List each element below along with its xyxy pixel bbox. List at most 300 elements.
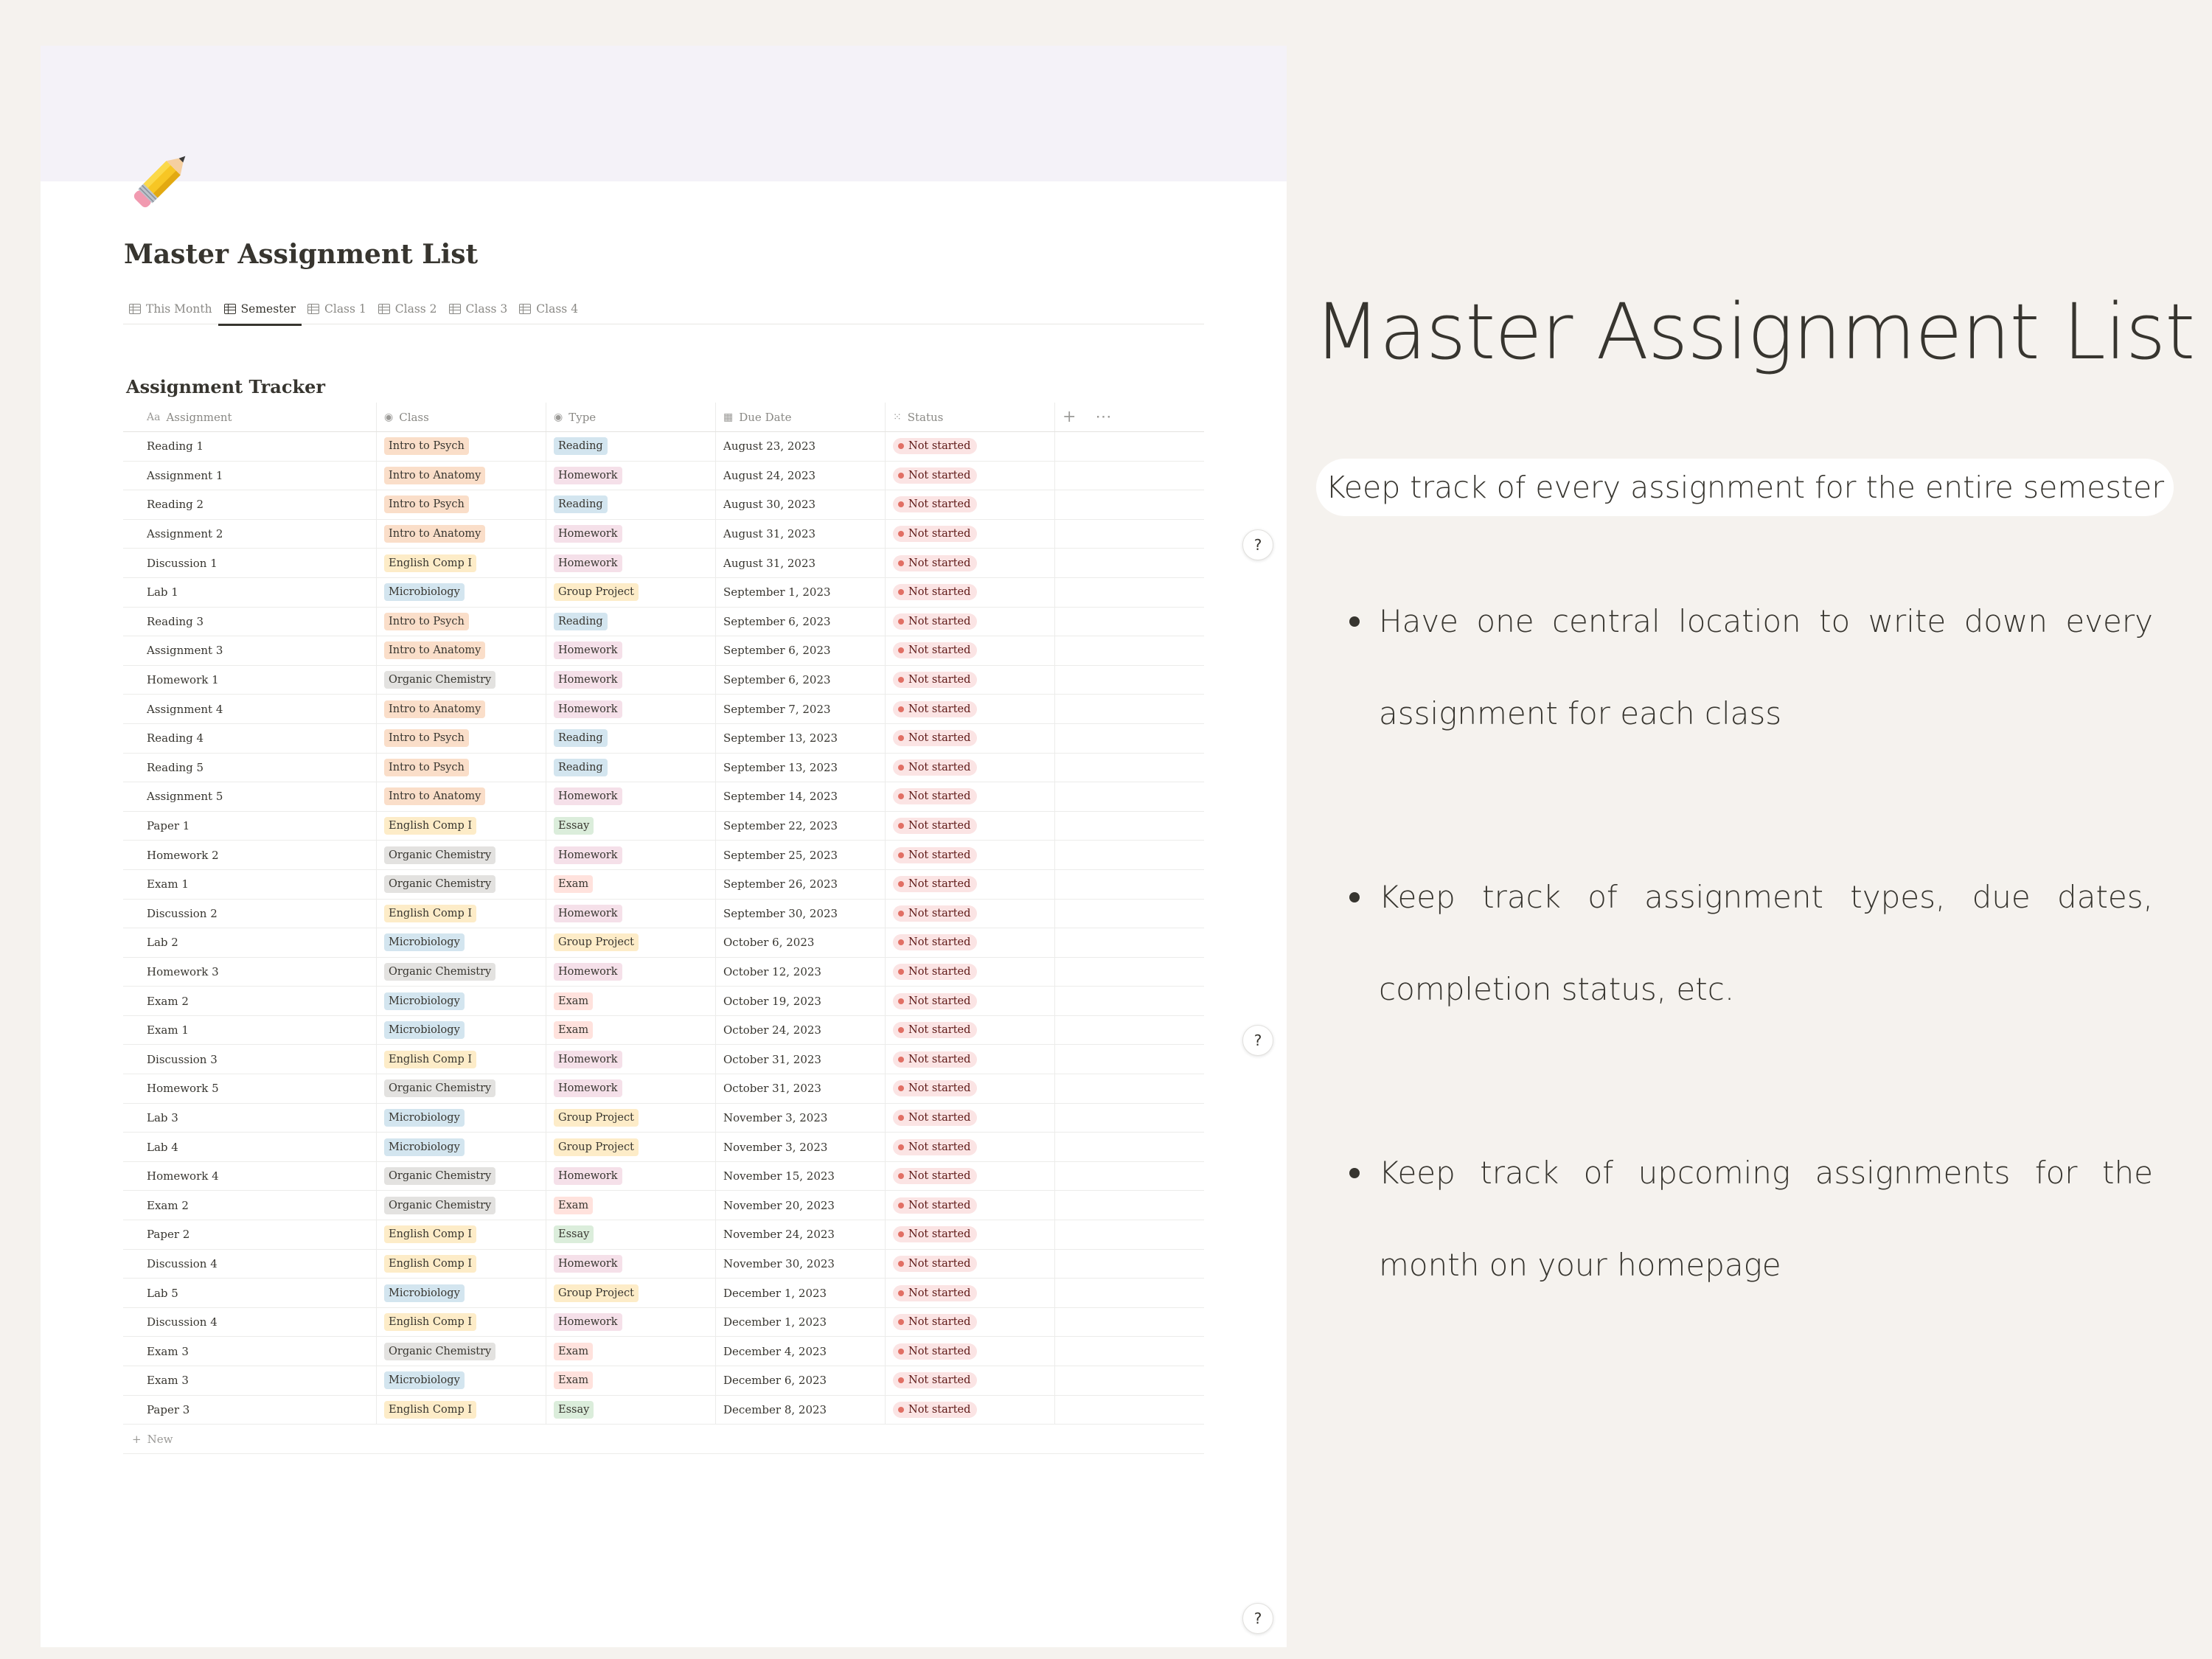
status-cell[interactable] — [886, 958, 1055, 987]
assignment-cell[interactable] — [123, 1016, 377, 1045]
status-cell[interactable] — [886, 724, 1055, 753]
class-cell[interactable] — [377, 958, 546, 987]
type-cell[interactable] — [546, 1016, 716, 1045]
type-cell[interactable] — [546, 958, 716, 987]
table-row[interactable] — [123, 636, 1204, 666]
table-row[interactable] — [123, 1396, 1204, 1425]
class-cell[interactable] — [377, 490, 546, 519]
assignment-cell[interactable] — [123, 900, 377, 928]
status-cell[interactable] — [886, 900, 1055, 928]
help-button[interactable] — [1242, 1025, 1273, 1056]
assignment-cell[interactable] — [123, 1396, 377, 1425]
due-date-cell[interactable] — [716, 900, 886, 928]
type-cell[interactable] — [546, 1396, 716, 1425]
assignment-name: Assignment 3 — [147, 644, 223, 658]
table-row[interactable] — [123, 1279, 1204, 1308]
due-date-cell[interactable] — [716, 636, 886, 665]
due-date-cell[interactable] — [716, 1308, 886, 1337]
class-cell[interactable] — [377, 1250, 546, 1279]
type-cell[interactable] — [546, 782, 716, 811]
class-cell[interactable] — [377, 636, 546, 665]
empty-cell — [1055, 1074, 1204, 1103]
more-options-icon[interactable]: ⋯ — [1095, 408, 1112, 426]
class-tag: Intro to Psych — [384, 437, 469, 455]
type-cell[interactable] — [546, 1191, 716, 1220]
status-cell[interactable] — [886, 987, 1055, 1015]
assignment-cell[interactable] — [123, 1250, 377, 1279]
assignment-cell[interactable] — [123, 987, 377, 1015]
class-cell[interactable] — [377, 1016, 546, 1045]
type-cell[interactable] — [546, 1220, 716, 1249]
table-row[interactable] — [123, 1074, 1204, 1104]
due-date-cell[interactable] — [716, 1162, 886, 1191]
table-row[interactable] — [123, 608, 1204, 637]
promo-subtitle: Keep track of every assignment for the entire semester — [1316, 459, 2174, 516]
empty-cell — [1055, 987, 1204, 1015]
table-row[interactable] — [123, 490, 1204, 520]
assignment-name: Homework 4 — [147, 1169, 219, 1183]
assignment-cell[interactable] — [123, 1045, 377, 1074]
class-cell[interactable] — [377, 520, 546, 549]
status-cell[interactable] — [886, 490, 1055, 519]
assignment-name: Reading 3 — [147, 614, 204, 628]
status-cell[interactable] — [886, 1279, 1055, 1307]
status-dot-icon — [898, 1231, 904, 1237]
status-label: Not started — [908, 469, 971, 481]
status-badge — [893, 613, 977, 630]
due-date: November 30, 2023 — [723, 1256, 835, 1270]
help-button[interactable] — [1242, 1603, 1273, 1634]
type-tag: Homework — [554, 1313, 622, 1331]
status-label: Not started — [908, 1287, 971, 1299]
type-cell[interactable] — [546, 724, 716, 753]
type-cell[interactable] — [546, 666, 716, 695]
due-date-cell[interactable] — [716, 1250, 886, 1279]
tab-label: Class 1 — [324, 302, 366, 316]
due-date-cell[interactable] — [716, 666, 886, 695]
table-row[interactable] — [123, 666, 1204, 695]
status-cell[interactable] — [886, 870, 1055, 899]
table-row[interactable] — [123, 870, 1204, 900]
assignment-cell[interactable] — [123, 549, 377, 577]
status-badge — [893, 526, 977, 542]
status-cell[interactable] — [886, 782, 1055, 811]
due-date: November 15, 2023 — [723, 1169, 835, 1183]
status-label: Not started — [908, 557, 971, 569]
tab-class-3[interactable] — [443, 293, 514, 324]
due-date-cell[interactable] — [716, 520, 886, 549]
assignment-name: Exam 2 — [147, 994, 189, 1008]
assignment-cell[interactable] — [123, 1308, 377, 1337]
assignment-cell[interactable] — [123, 812, 377, 841]
assignment-cell[interactable] — [123, 1220, 377, 1249]
due-date-cell[interactable] — [716, 870, 886, 899]
empty-cell — [1055, 549, 1204, 577]
class-cell[interactable] — [377, 1337, 546, 1366]
type-cell[interactable] — [546, 549, 716, 577]
column-header-due-date[interactable] — [716, 403, 886, 431]
assignment-cell[interactable] — [123, 1104, 377, 1133]
tab-semester[interactable] — [218, 293, 302, 324]
type-cell[interactable] — [546, 1366, 716, 1395]
class-cell[interactable] — [377, 1308, 546, 1337]
tab-class-4[interactable] — [513, 293, 584, 324]
status-cell[interactable] — [886, 1220, 1055, 1249]
column-header-class[interactable] — [377, 403, 546, 431]
due-date-cell[interactable] — [716, 754, 886, 782]
class-cell[interactable] — [377, 724, 546, 753]
type-cell[interactable] — [546, 987, 716, 1015]
status-cell[interactable] — [886, 841, 1055, 869]
due-date-cell[interactable] — [716, 1074, 886, 1103]
type-tag: Homework — [554, 905, 622, 922]
class-cell[interactable] — [377, 1162, 546, 1191]
status-cell[interactable] — [886, 1308, 1055, 1337]
status-cell[interactable] — [886, 754, 1055, 782]
type-cell[interactable] — [546, 462, 716, 490]
due-date: September 6, 2023 — [723, 673, 831, 687]
due-date: September 6, 2023 — [723, 644, 831, 658]
status-cell[interactable] — [886, 1045, 1055, 1074]
assignment-cell[interactable] — [123, 666, 377, 695]
empty-cell — [1055, 1279, 1204, 1307]
status-cell[interactable] — [886, 432, 1055, 461]
status-cell[interactable] — [886, 608, 1055, 636]
type-cell[interactable] — [546, 578, 716, 607]
tab-class-2[interactable] — [372, 293, 443, 324]
empty-cell — [1055, 462, 1204, 490]
class-tag: English Comp I — [384, 1255, 476, 1273]
status-label: Not started — [908, 644, 971, 657]
assignment-cell[interactable] — [123, 754, 377, 782]
table-row[interactable] — [123, 578, 1204, 608]
type-cell[interactable] — [546, 754, 716, 782]
due-date-cell[interactable] — [716, 432, 886, 461]
table-row[interactable] — [123, 928, 1204, 958]
assignment-cell[interactable] — [123, 782, 377, 811]
help-button[interactable] — [1242, 529, 1273, 560]
empty-cell — [1055, 754, 1204, 782]
due-date-cell[interactable] — [716, 958, 886, 987]
status-cell[interactable] — [886, 812, 1055, 841]
table-row[interactable] — [123, 1366, 1204, 1396]
status-label: Not started — [908, 528, 971, 540]
status-label: Not started — [908, 878, 971, 891]
column-header-type[interactable] — [546, 403, 716, 431]
assignment-cell[interactable] — [123, 1279, 377, 1307]
class-tag: English Comp I — [384, 1401, 476, 1419]
table-row[interactable] — [123, 432, 1204, 462]
type-cell[interactable] — [546, 1045, 716, 1074]
due-date-cell[interactable] — [716, 724, 886, 753]
class-cell[interactable] — [377, 695, 546, 723]
due-date-cell[interactable] — [716, 578, 886, 607]
table-row[interactable] — [123, 724, 1204, 754]
assignment-cell[interactable] — [123, 958, 377, 987]
table-row[interactable] — [123, 1016, 1204, 1046]
due-date-cell[interactable] — [716, 987, 886, 1015]
class-cell[interactable] — [377, 1133, 546, 1161]
empty-cell — [1055, 1396, 1204, 1425]
status-cell[interactable] — [886, 1016, 1055, 1045]
assignment-name: Homework 5 — [147, 1082, 219, 1096]
status-cell[interactable] — [886, 1366, 1055, 1395]
due-date: October 12, 2023 — [723, 964, 821, 978]
due-date-cell[interactable] — [716, 928, 886, 957]
class-cell[interactable] — [377, 1074, 546, 1103]
due-date-cell[interactable] — [716, 812, 886, 841]
column-header-actions — [1055, 403, 1204, 431]
due-date-cell[interactable] — [716, 841, 886, 869]
status-badge — [893, 876, 977, 892]
status-badge — [893, 1139, 977, 1155]
assignment-cell[interactable] — [123, 695, 377, 723]
status-cell[interactable] — [886, 549, 1055, 577]
status-dot-icon — [898, 735, 904, 741]
empty-cell — [1055, 1366, 1204, 1395]
assignment-name: Homework 2 — [147, 848, 219, 862]
type-cell[interactable] — [546, 1074, 716, 1103]
due-date-cell[interactable] — [716, 1133, 886, 1161]
due-date: September 1, 2023 — [723, 585, 831, 599]
assignment-cell[interactable] — [123, 578, 377, 607]
table-row[interactable] — [123, 958, 1204, 987]
type-cell[interactable] — [546, 695, 716, 723]
status-cell[interactable] — [886, 520, 1055, 549]
column-header-assignment[interactable] — [123, 403, 377, 431]
due-date-cell[interactable] — [716, 462, 886, 490]
class-cell[interactable] — [377, 1191, 546, 1220]
assignment-name: Reading 4 — [147, 731, 204, 745]
status-cell[interactable] — [886, 1104, 1055, 1133]
due-date: November 24, 2023 — [723, 1228, 835, 1242]
table-row[interactable] — [123, 841, 1204, 870]
table-icon — [129, 304, 141, 314]
status-badge — [893, 1022, 977, 1038]
type-tag: Homework — [554, 671, 622, 689]
class-cell[interactable] — [377, 1396, 546, 1425]
due-date-cell[interactable] — [716, 1104, 886, 1133]
table-icon — [307, 304, 319, 314]
class-cell[interactable] — [377, 1220, 546, 1249]
status-dot-icon — [898, 1115, 904, 1121]
column-header-label: Class — [399, 410, 429, 424]
assignment-cell[interactable] — [123, 636, 377, 665]
type-cell[interactable] — [546, 841, 716, 869]
table-row[interactable] — [123, 1133, 1204, 1162]
class-cell[interactable] — [377, 928, 546, 957]
pencil-icon[interactable] — [123, 142, 200, 218]
status-cell[interactable] — [886, 695, 1055, 723]
assignment-cell[interactable] — [123, 1162, 377, 1191]
table-row[interactable] — [123, 987, 1204, 1016]
status-cell[interactable] — [886, 578, 1055, 607]
status-cell[interactable] — [886, 666, 1055, 695]
assignment-cell[interactable] — [123, 928, 377, 957]
assignment-cell[interactable] — [123, 1191, 377, 1220]
status-cell[interactable] — [886, 1162, 1055, 1191]
type-tag: Reading — [554, 729, 608, 747]
type-cell[interactable] — [546, 636, 716, 665]
status-dot-icon — [898, 1203, 904, 1208]
empty-cell — [1055, 520, 1204, 549]
type-cell[interactable] — [546, 1133, 716, 1161]
table-row[interactable] — [123, 900, 1204, 929]
class-cell[interactable] — [377, 754, 546, 782]
table-row[interactable] — [123, 1191, 1204, 1220]
class-cell[interactable] — [377, 870, 546, 899]
table-icon — [449, 304, 461, 314]
status-label: Not started — [908, 498, 971, 511]
status-cell[interactable] — [886, 1396, 1055, 1425]
table-row[interactable] — [123, 754, 1204, 783]
due-date-cell[interactable] — [716, 549, 886, 577]
assignment-cell[interactable] — [123, 1133, 377, 1161]
assignment-cell[interactable] — [123, 432, 377, 461]
due-date-cell[interactable] — [716, 1279, 886, 1307]
due-date-cell[interactable] — [716, 782, 886, 811]
assignment-cell[interactable] — [123, 724, 377, 753]
status-label: Not started — [908, 907, 971, 919]
type-cell[interactable] — [546, 928, 716, 957]
class-cell[interactable] — [377, 900, 546, 928]
class-cell[interactable] — [377, 1279, 546, 1307]
table-row[interactable] — [123, 1045, 1204, 1074]
class-cell[interactable] — [377, 1104, 546, 1133]
table-row[interactable] — [123, 1162, 1204, 1192]
type-tag: Reading — [554, 759, 608, 776]
due-date-cell[interactable] — [716, 1396, 886, 1425]
class-cell[interactable] — [377, 1366, 546, 1395]
class-cell[interactable] — [377, 578, 546, 607]
assignment-cell[interactable] — [123, 490, 377, 519]
due-date-cell[interactable] — [716, 1016, 886, 1045]
type-cell[interactable] — [546, 900, 716, 928]
type-cell[interactable] — [546, 1104, 716, 1133]
type-cell[interactable] — [546, 432, 716, 461]
database-title[interactable]: Assignment Tracker — [126, 376, 326, 397]
assignment-cell[interactable] — [123, 462, 377, 490]
new-row-label: New — [147, 1432, 173, 1446]
assignment-cell[interactable] — [123, 870, 377, 899]
type-cell[interactable] — [546, 520, 716, 549]
type-tag: Exam — [554, 1021, 593, 1039]
due-date-cell[interactable] — [716, 608, 886, 636]
due-date: September 13, 2023 — [723, 760, 838, 774]
status-cell[interactable] — [886, 636, 1055, 665]
assignment-name: Discussion 4 — [147, 1315, 218, 1329]
due-date-cell[interactable] — [716, 1220, 886, 1249]
column-header-status[interactable] — [886, 403, 1055, 431]
type-cell[interactable] — [546, 490, 716, 519]
assignment-cell[interactable] — [123, 1337, 377, 1366]
help-icon: ? — [1253, 1610, 1262, 1627]
due-date-cell[interactable] — [716, 1191, 886, 1220]
class-cell[interactable] — [377, 812, 546, 841]
tab-this-month[interactable] — [123, 293, 218, 324]
class-cell[interactable] — [377, 841, 546, 869]
table-row[interactable] — [123, 1104, 1204, 1133]
type-cell[interactable] — [546, 1337, 716, 1366]
assignment-cell[interactable] — [123, 608, 377, 636]
calendar-icon: ▦ — [723, 411, 734, 423]
status-cell[interactable] — [886, 462, 1055, 490]
due-date-cell[interactable] — [716, 1337, 886, 1366]
class-cell[interactable] — [377, 432, 546, 461]
table-row[interactable] — [123, 520, 1204, 549]
assignment-cell[interactable] — [123, 520, 377, 549]
assignment-name: Lab 2 — [147, 936, 178, 950]
type-tag: Reading — [554, 495, 608, 513]
view-tabs — [123, 293, 1204, 324]
assignment-cell[interactable] — [123, 841, 377, 869]
type-cell[interactable] — [546, 608, 716, 636]
class-tag: Intro to Psych — [384, 729, 469, 747]
feature-bullet: Keep track of assignment types, due dates, completion status, etc. — [1349, 851, 2153, 1035]
table-row[interactable] — [123, 812, 1204, 841]
type-tag: Homework — [554, 467, 622, 484]
status-cell[interactable] — [886, 1250, 1055, 1279]
status-cell[interactable] — [886, 1133, 1055, 1161]
type-cell[interactable] — [546, 1279, 716, 1307]
due-date-cell[interactable] — [716, 695, 886, 723]
status-cell[interactable] — [886, 928, 1055, 957]
status-cell[interactable] — [886, 1074, 1055, 1103]
class-cell[interactable] — [377, 462, 546, 490]
type-cell[interactable] — [546, 870, 716, 899]
class-cell[interactable] — [377, 1045, 546, 1074]
assignment-cell[interactable] — [123, 1366, 377, 1395]
table-row[interactable] — [123, 695, 1204, 724]
due-date-cell[interactable] — [716, 1366, 886, 1395]
table-row[interactable] — [123, 549, 1204, 578]
add-property-icon[interactable]: + — [1062, 408, 1077, 426]
tab-class-1[interactable] — [302, 293, 372, 324]
class-cell[interactable] — [377, 666, 546, 695]
type-cell[interactable] — [546, 1308, 716, 1337]
class-cell[interactable] — [377, 608, 546, 636]
status-badge — [893, 1168, 977, 1184]
table-row[interactable] — [123, 1308, 1204, 1338]
type-cell[interactable] — [546, 812, 716, 841]
table-row[interactable] — [123, 1220, 1204, 1250]
status-dot-icon — [898, 473, 904, 479]
table-row[interactable] — [123, 782, 1204, 812]
table-row[interactable] — [123, 1250, 1204, 1279]
due-date-cell[interactable] — [716, 1045, 886, 1074]
due-date: August 31, 2023 — [723, 556, 816, 570]
type-cell[interactable] — [546, 1250, 716, 1279]
class-cell[interactable] — [377, 782, 546, 811]
class-tag: Organic Chemistry — [384, 1343, 495, 1360]
class-cell[interactable] — [377, 987, 546, 1015]
table-row[interactable] — [123, 462, 1204, 491]
tab-label: This Month — [146, 302, 212, 316]
class-tag: English Comp I — [384, 1051, 476, 1068]
status-label: Not started — [908, 1257, 971, 1270]
due-date: September 30, 2023 — [723, 906, 838, 920]
due-date-cell[interactable] — [716, 490, 886, 519]
status-cell[interactable] — [886, 1191, 1055, 1220]
new-row-button[interactable] — [123, 1425, 1204, 1454]
table-icon — [224, 304, 236, 314]
table-row[interactable] — [123, 1337, 1204, 1366]
status-cell[interactable] — [886, 1337, 1055, 1366]
assignment-cell[interactable] — [123, 1074, 377, 1103]
class-cell[interactable] — [377, 549, 546, 577]
type-tag: Reading — [554, 437, 608, 455]
type-cell[interactable] — [546, 1162, 716, 1191]
